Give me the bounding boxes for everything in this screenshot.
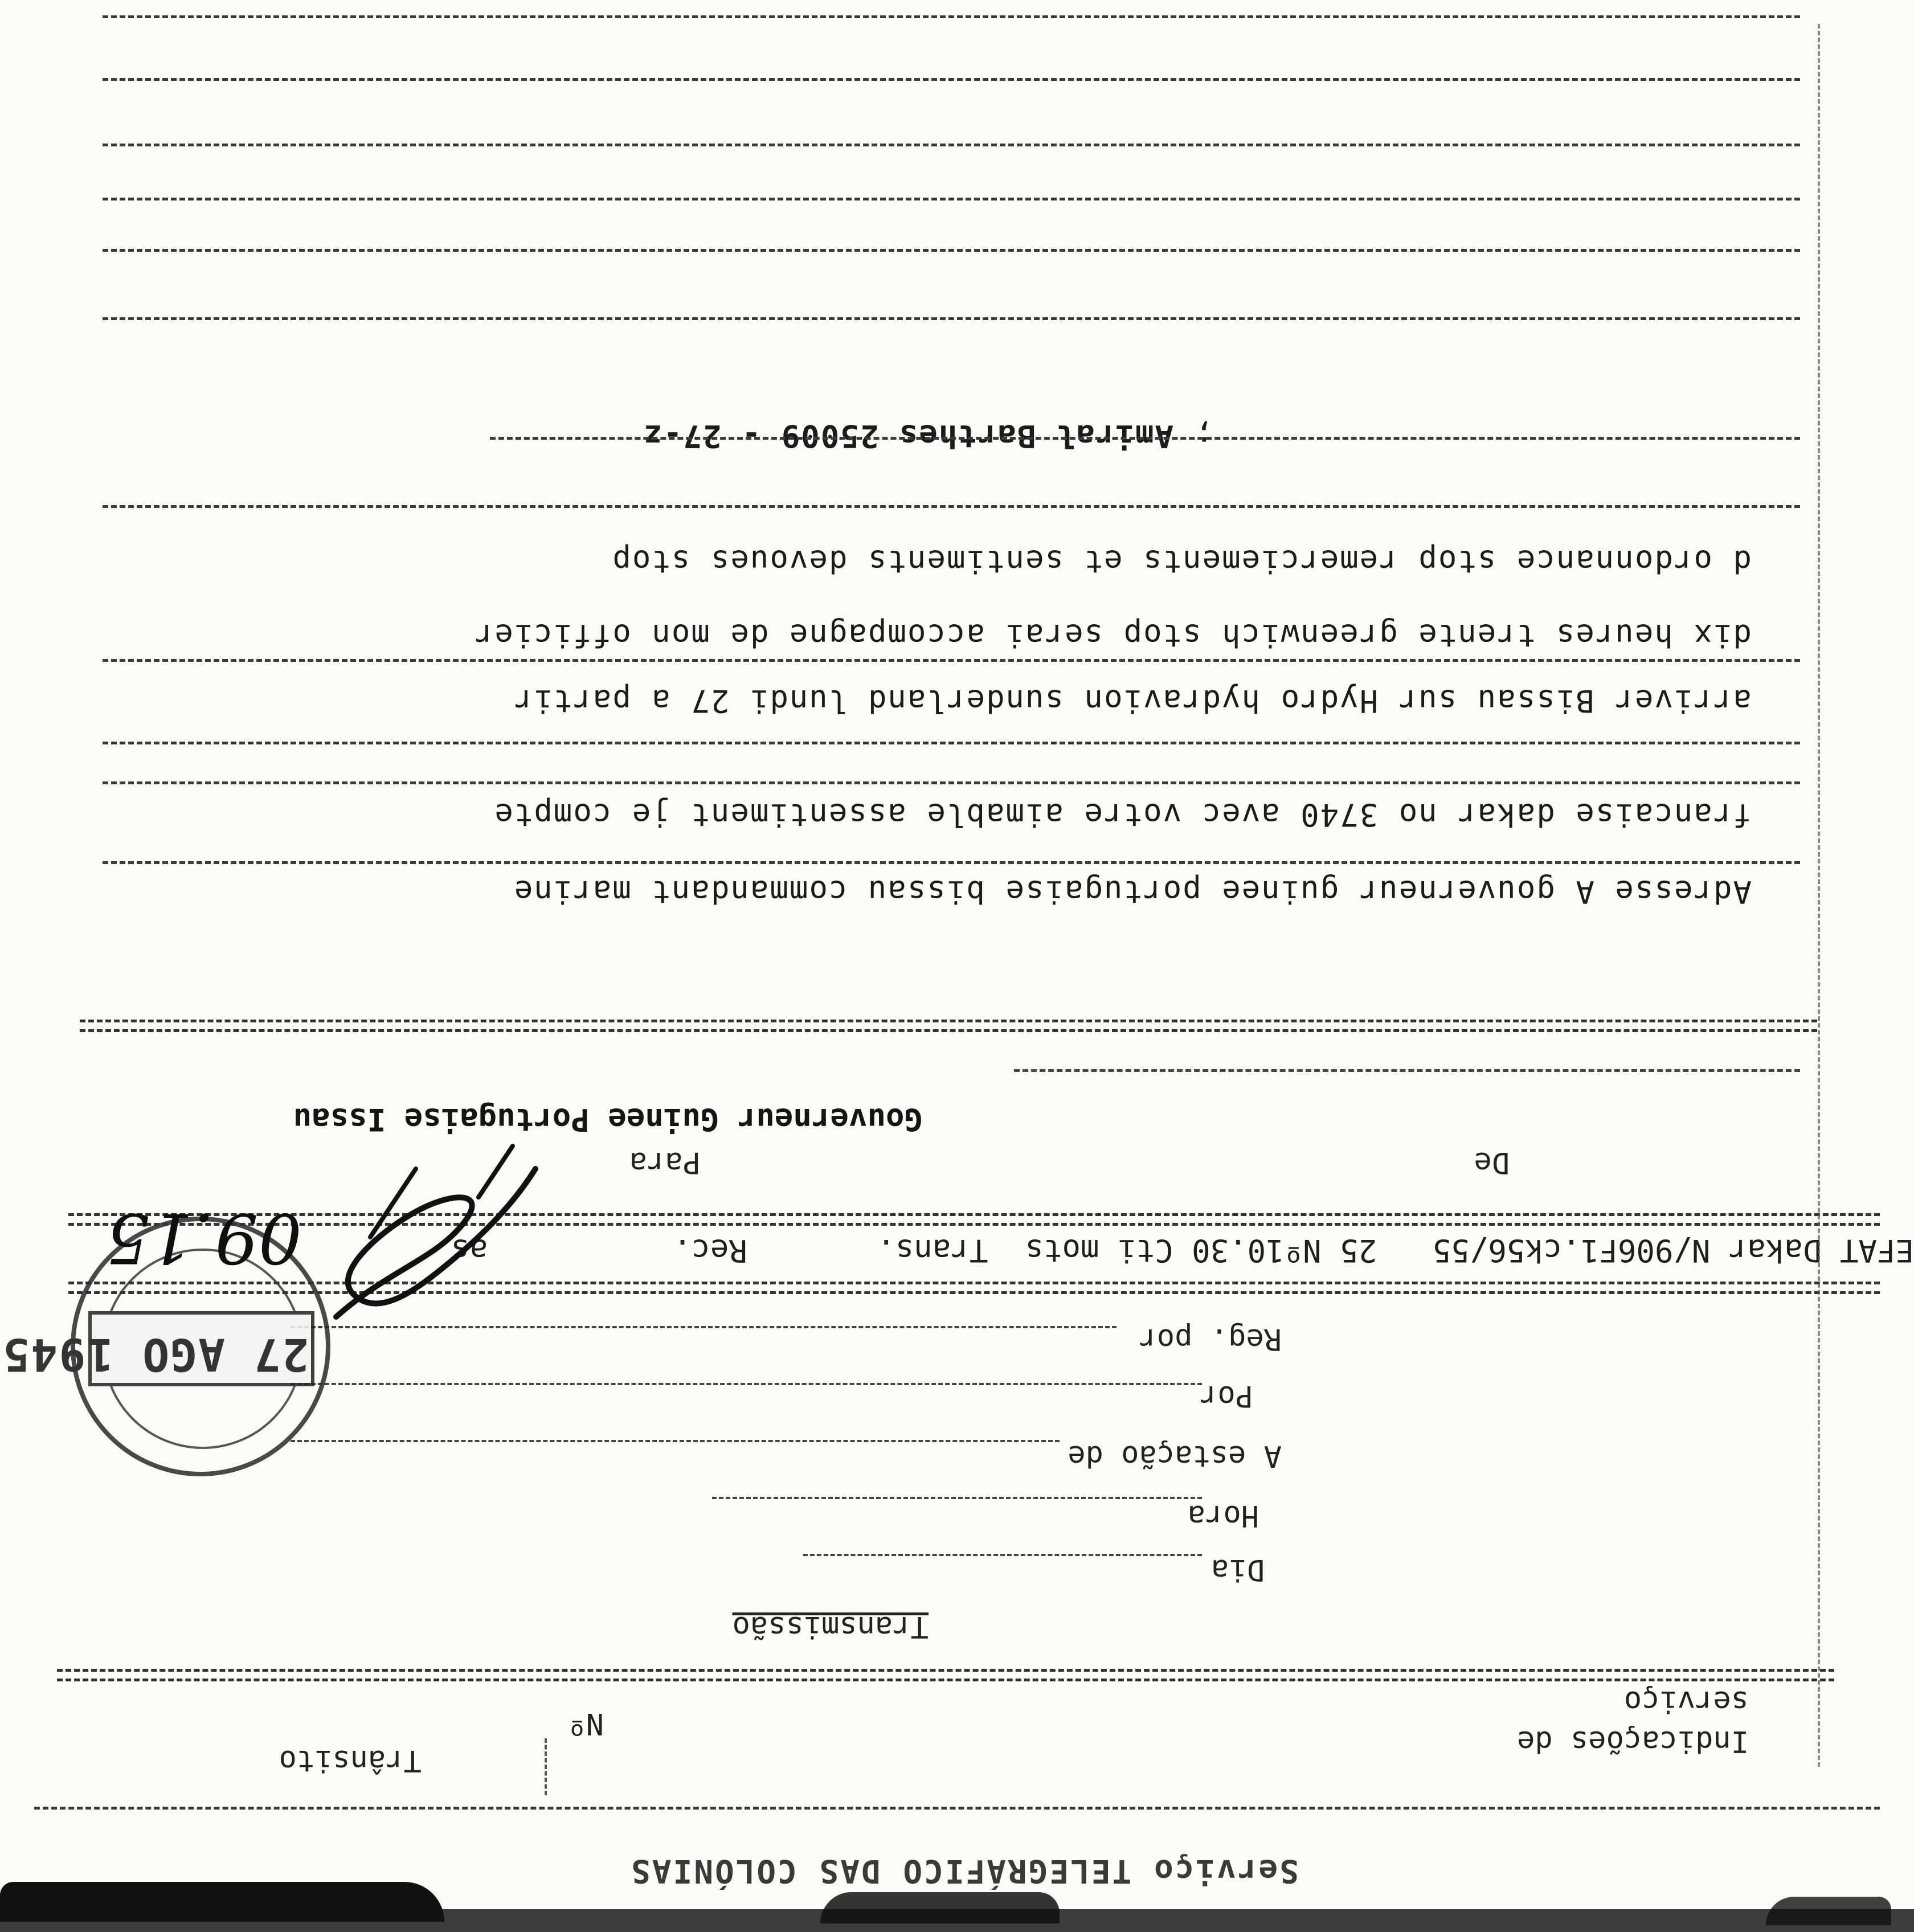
left-margin-line [1818,24,1820,1767]
por-label: Por [1200,1379,1253,1413]
message-rule-11 [103,78,1800,81]
message-line-4: dix heures trente greenwich stop serai accompagne de mon officier [473,617,1752,653]
service-title: Serviço TELEGRÁFICO DAS COLÓNIAS [629,1852,1299,1889]
message-line-3: arriver Bissau sur Hydro hydravion sunderland lundi 27 a partir [513,683,1752,719]
reg-por-label: Reg. por [1139,1322,1282,1356]
indicacoes-label: Indicações de serviço [1517,1684,1749,1758]
dia-label: Dia [1211,1553,1265,1587]
transmissao-label: Transmissão [732,1610,929,1644]
received-time: 09.15 [106,1198,302,1277]
routing-line: EFAT Dakar N/906F1.ck56/55 25 Nº10.30 Cti mots Trans. Rec. as [451,1233,1914,1268]
estacao-underline [291,1440,1060,1442]
address-rule-double [80,1020,1817,1032]
transito-label: Trânsito [279,1743,422,1778]
estacao-label: A estação de [1068,1439,1282,1473]
message-rule-5 [103,505,1800,508]
message-line-5: d ordonnance stop remerciements et sentiments devoues stop [611,543,1752,579]
message-rule-8 [103,249,1800,252]
message-rule-9 [103,198,1800,200]
hora-underline [712,1497,1202,1499]
message-rule-3 [103,742,1800,744]
operator-signature [319,1123,558,1340]
torn-edge-blot-3 [1766,1897,1891,1925]
signature-mark: ; [1193,418,1213,454]
message-rule-10 [103,144,1800,146]
message-rule-6 [490,437,1800,440]
message-rule-12 [103,15,1800,18]
de-label: De [1474,1145,1510,1180]
torn-edge-blot-2 [820,1892,1060,1923]
para-value: Gouverneur Guinee Portugaise Issau [293,1102,923,1137]
por-underline [291,1383,1202,1385]
message-rule-7 [103,317,1800,320]
address-rule [1014,1069,1800,1072]
torn-edge-blot-1 [0,1882,444,1922]
header-rule-double [57,1669,1834,1681]
message-rule-1 [103,861,1800,864]
message-rule-2 [103,781,1800,784]
numero-label: Nº [568,1706,604,1741]
para-label: Para [629,1145,701,1180]
message-line-1: Adresse A gouverneur guinee portugaise bissau commandant marine [513,874,1752,910]
hora-label: Hora [1187,1499,1259,1533]
signature-line: Amiral Barthes 25009 - 27-z [643,418,1173,454]
message-rule-4 [103,659,1800,662]
dia-underline [803,1554,1202,1556]
header-divider [545,1738,547,1795]
message-line-2: francaise dakar no 3740 avec votre aimable assentiment je compte [493,797,1752,833]
header-rule-top [34,1807,1880,1810]
postmark-date: 27 AGO 1945 [2,1328,309,1380]
